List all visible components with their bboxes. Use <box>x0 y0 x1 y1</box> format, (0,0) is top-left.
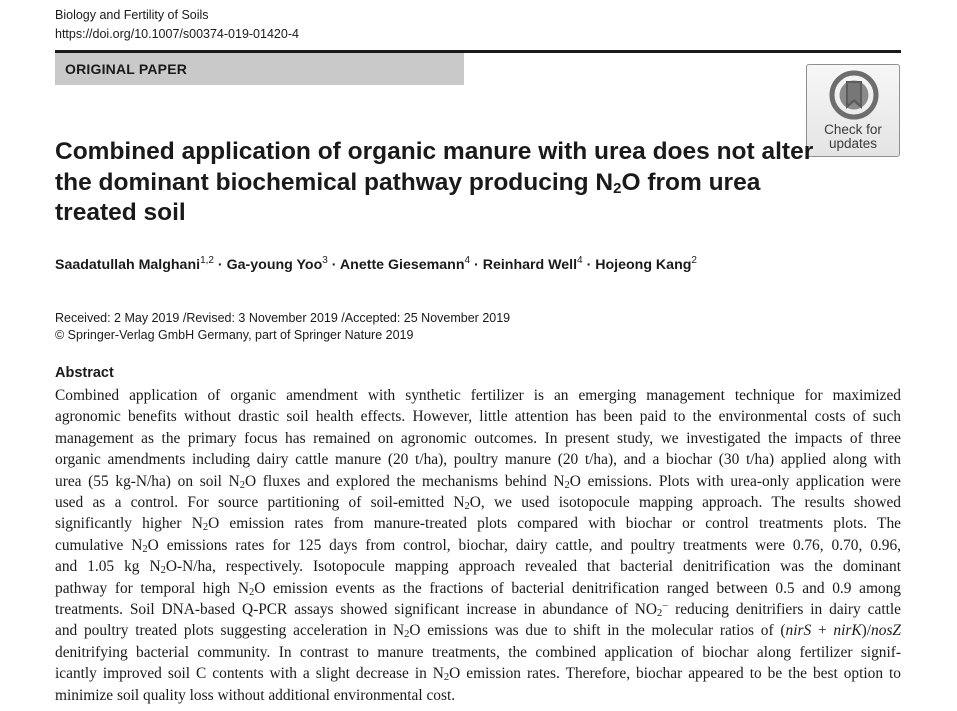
abstract-line: significantly higher $N_2O$ emission rates from manure-treated plots compared with biochar or control treatments plots. The <box>55 515 901 534</box>
abstract-line: denitrifying bacterial community. In contrast to manure treatments, the combined application of biochar along fertilizer signif- <box>55 643 901 661</box>
abstract-line: minimize soil quality loss without additional environmental cost. <box>55 686 456 704</box>
abstract-line: management as the primary focus has remained on agronomic outcomes. In present study, we investigated the impacts of three <box>55 429 901 447</box>
check-for-updates-label: Check for updates <box>824 122 882 151</box>
bookmark-ring-icon <box>829 69 879 121</box>
doi-link[interactable]: https://doi.org/10.1007/s00374-019-01420-4 <box>55 27 299 41</box>
abstract-line: agronomic benefits without drastic soil health effects. However, little attention has been paid to the environmental costs of such <box>55 408 901 426</box>
author-name[interactable]: Hojeong Kang <box>595 257 692 273</box>
received-revised-accepted: Received: 2 May 2019 /Revised: 3 November 2019 /Accepted: 25 November 2019 <box>55 311 511 325</box>
author-name[interactable]: Ga-young Yoo <box>226 257 323 273</box>
abstract-line: organic amendments including dairy cattle manure (20 t/ha), poultry manure (20 t/ha), and a biochar (30 t/ha) applied along with <box>55 451 901 469</box>
abstract-line: treatments. Soil DNA-based Q-PCR assays showed significant increase in abundance of $NO_2^-$ reducing denitrifiers in dairy cattle <box>55 601 901 620</box>
author-name[interactable]: Saadatullah Malghani <box>55 257 201 273</box>
abstract-line: and poultry treated plots suggesting acceleration in $N_2O$ emissions was due to shift in the molecular ratios of (nirS + nirK)/nosZ <box>55 622 901 641</box>
author-separator: · <box>474 257 479 273</box>
author-affiliation: 1,2 <box>200 255 214 266</box>
article-dates <box>55 310 510 344</box>
abstract-heading: Abstract <box>55 365 114 381</box>
title-line: Combined application of organic manure with urea does not alter <box>55 138 814 165</box>
author-separator: · <box>331 257 337 273</box>
journal-name: Biology and Fertility of Soils <box>55 8 209 22</box>
author-affiliation: 3 <box>322 255 328 266</box>
article-type-label: ORIGINAL PAPER <box>65 61 188 77</box>
abstract-line: cumulative $N_2O$ emissions rates for 125 days from control, biochar, dairy cattle, and poultry treatments were 0.76, 0.70, 0.96, <box>55 536 902 555</box>
author-separator: · <box>217 257 223 273</box>
abstract-line: pathway for temporal high $N_2O$ emission events as the fractions of bacterial denitrification ranged between 0.5 and 0.9 among <box>55 579 902 598</box>
abstract-line: urea (55 kg-N/ha) on soil $N_2O$ fluxes and explored the mechanisms behind $N_2O$ emissions. Plots with urea-only application were <box>55 472 901 491</box>
abstract-line: Combined application of organic amendment with synthetic fertilizer is an emerging management technique for maximized <box>55 387 901 404</box>
author-list <box>55 257 697 273</box>
journal-header <box>55 6 299 44</box>
abstract-line: and 1.05 kg $N_2O-N/ha$, respectively. Isotopocule mapping approach revealed that bacterial denitrification was the dominant <box>55 558 901 577</box>
abstract-body <box>55 385 901 706</box>
author-separator: · <box>586 257 592 273</box>
title-line: treated soil <box>55 199 186 226</box>
author-name[interactable]: Reinhard Well <box>482 257 578 273</box>
author-affiliation: 4 <box>464 255 471 266</box>
copyright-notice: © Springer-Verlag GmbH Germany, part of Springer Nature 2019 <box>55 328 414 342</box>
abstract-line: icantly improved soil C contents with a slight decrease in $N_2O$ emission rates. Therefore, biochar appeared to be the best option to <box>55 665 902 684</box>
author-name[interactable]: Anette Giesemann <box>339 257 465 273</box>
abstract-line: used as a control. For source partitioning of soil-emitted $N_2O$, we used isotopocule mapping approach. The results showed <box>55 494 901 513</box>
check-for-updates-badge[interactable] <box>806 64 900 157</box>
article-type-banner <box>55 53 464 85</box>
article-title <box>55 137 815 229</box>
author-affiliation: 2 <box>691 255 697 266</box>
author-affiliation: 4 <box>577 255 583 266</box>
title-line: the dominant biochemical pathway producing $N_2O$ from urea <box>55 168 761 197</box>
